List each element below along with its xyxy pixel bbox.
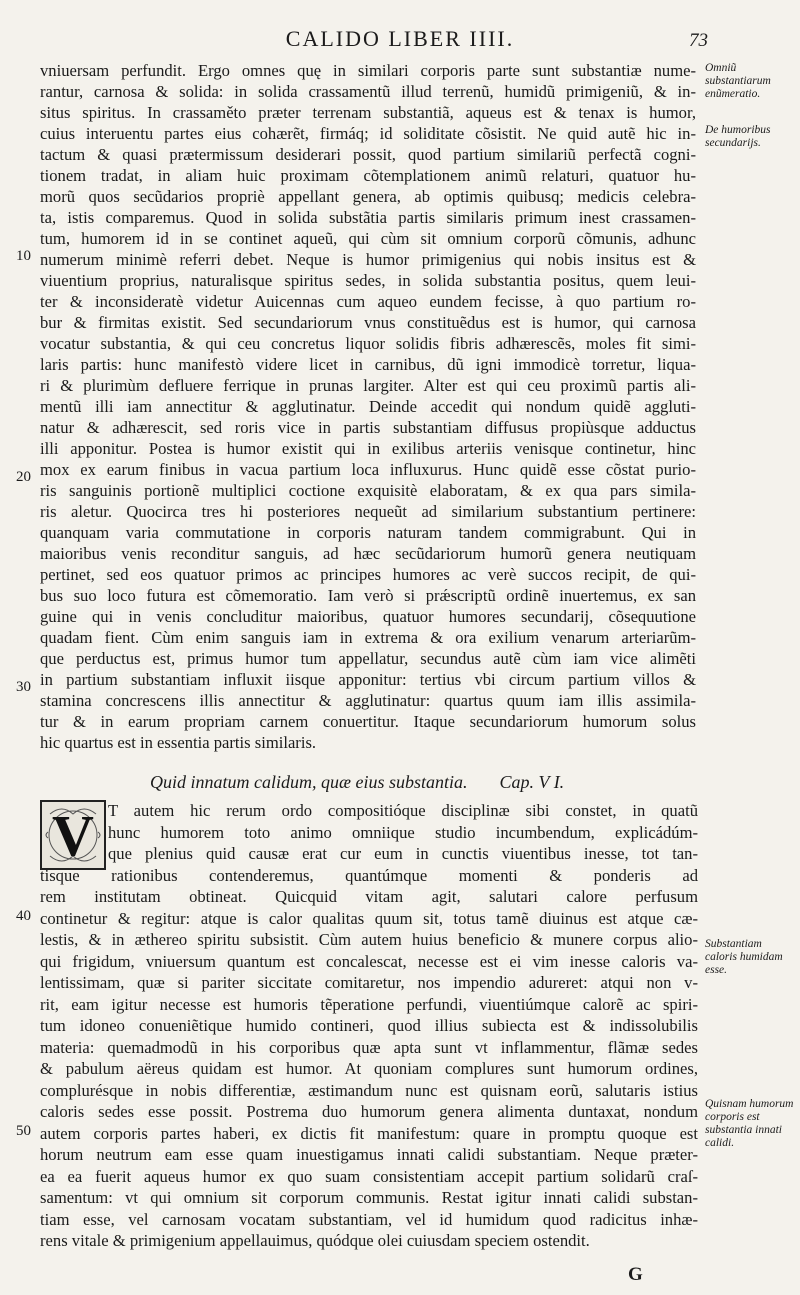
text-line: ris sanguinis portionẽ multiplici coctione exquisitè elaboratam, & ex qua pars simila-	[40, 481, 696, 500]
text-line: tiam esse, vel carnosam vocatam substantiam, vel id humidum quod radicitus inhæ-	[40, 1209, 698, 1229]
text-line: & pabulum aëreus quidam est humor. At quoniam complures sunt humorum ordines,	[40, 1059, 698, 1078]
running-head: CALIDO LIBER IIII.	[285, 26, 515, 51]
line-number-50: 50	[16, 1123, 31, 1139]
text-line: tur & in earum propriam carnem conuertitur. Itaque secundariorum humorum solus	[40, 712, 696, 731]
text-line: T autem hic rerum ordo compositióque disciplinæ sibi constet, in quatũ	[108, 801, 698, 820]
text-line: numerum minimè referri debet. Neque is humor primigenius qui nobis insitus est &	[40, 250, 696, 269]
text-line: laris partis: hunc manifestò videre licet in carnibus, dũ igni immodicè torretur, liqua-	[40, 355, 696, 374]
text-line: autem corporis partes haberi, ex dictis fit manifestum: quare in promptu quoque est	[40, 1123, 698, 1143]
text-line: tum, humorem id in se continet aqueũ, qui cùm sit omnium corporũ cõmunis, adhunc	[40, 229, 696, 248]
text-line: materia: quemadmodũ in his corporibus quæ apta sunt vt inflammentur, flãmæ sedes	[40, 1037, 698, 1057]
page-number: 73	[689, 30, 708, 51]
text-line: rens vitale & primigenium appellauimus, quódque olei cuiusdam speciem ostendit.	[40, 1231, 590, 1250]
margin-note-humid-heat: Substantiam caloris humidam esse.	[705, 938, 783, 976]
line-number-20: 20	[16, 469, 31, 485]
text-line: viuentium proprius, naturalisque spiritus sedes, in solida substantia positus, quem leui-	[40, 271, 696, 290]
text-line: tionem tradat, in aliam huic proximam cõtemplationem animũ relaturi, quatuor hu-	[40, 166, 696, 185]
margin-note-innate-heat: Quisnam humorum corporis est substantia innati calidi.	[705, 1098, 794, 1149]
paragraph-one	[40, 60, 696, 753]
text-line: lestis, & in æthereo spiritu subsistit. Cùm autem huius beneficio & munere corpus alio-	[40, 930, 698, 949]
text-line: in partium substantiam influxit iisque apponitur: tertius vbi circum partium villos &	[40, 670, 696, 689]
text-line: quadam fient. Cùm enim sanguis iam in extrema & ora exilium venarum arteriarũm-	[40, 628, 696, 647]
text-line: rantur, carnosa & solida: in solida crassamentũ illud terrenũ, humidũ primigeniũ, & in-	[40, 82, 696, 101]
margin-note-secondary-humors: De humoribus secundarijs.	[705, 124, 771, 149]
chapter-heading	[150, 772, 650, 793]
text-line: pertinet, sed eos quatuor primos ac principes humores ac verè succos recipit, de qui-	[40, 565, 696, 584]
text-line: morũ quos secũdarios propriè appellant genera, ab optimis quibusq; medicis celebra-	[40, 187, 696, 206]
chapter-number: Cap. V I.	[499, 772, 565, 792]
text-line: stamina concrescens illis annectitur & agglutinatur: quartus quum iam illis assimila-	[40, 691, 696, 710]
text-line: que perductus est, primus humor tum appellatur, secundus autẽ cùm iam vice alimẽti	[40, 649, 696, 668]
text-line: quanquam varia commutatione in corporis naturam tandem commigrabunt. Qui in	[40, 523, 696, 542]
chapter-title: Quid innatum calidum, quæ eius substantia.	[150, 772, 468, 792]
text-line: situs spiritus. In crassaměto præter terrenam substantiã, aqueus est & tenax is humor,	[40, 103, 696, 122]
text-line: ris aletur. Quocirca tres hi posteriores nequeũt ad similarium substantium pertinere:	[40, 502, 696, 521]
text-line: complurésque in nobis differentiæ, æstimandum nunc est quisnam eorũ, salutaris istius	[40, 1080, 698, 1100]
text-line: mentũ illi iam annectitur & agglutinatur. Deinde accedit qui nondum quidẽ aggluti-	[40, 397, 696, 416]
text-line: qui frigidum, vniuersum quantum est concalescat, necesse est ei vim inesse caloris va-	[40, 951, 698, 971]
text-line: vocatur substantia, & qui ceu concretus liquor solidis fibris adhærescẽs, moles fit simi-	[40, 334, 696, 353]
text-line: que plenius quid causæ erat cur eum in cunctis viuentibus inesse, tot tan-	[108, 844, 698, 863]
text-line: tactum & quasi prætermissum desiderari possit, quod partium similariũ perfectã cogni-	[40, 145, 696, 164]
text-line: illi apponitur. Postea is humor existit qui in exilibus arteriis venisque continetur, hinc	[40, 439, 696, 458]
text-line: maioribus venis reconditur sanguis, ad hæc secũdariorum humorũ genera neutiquam	[40, 544, 696, 563]
text-line: tisque rationibus contenderemus, quantúmque momenti & ponderis ad	[40, 865, 698, 885]
paragraph-two	[40, 800, 698, 1252]
text-line: ri & plurimùm defluere ferrique in prunas largiter. Alter est qui ceu proximũ partis ali-	[40, 376, 696, 395]
text-line: caloris sedes esse possit. Postrema duo humorum genera alimenta duntaxat, nondum	[40, 1102, 698, 1121]
line-number-10: 10	[16, 248, 31, 264]
text-line: ta, istis comparemus. Quod in solida substãtia partis similaris primum inest crassamen-	[40, 208, 696, 227]
text-line: vniuersam perfundit. Ergo omnes quę in similari corporis parte sunt substantiæ nume-	[40, 61, 696, 80]
text-line: samentum: vt qui omnium sit corporum communis. Restat igitur innati calidi substan-	[40, 1188, 698, 1207]
signature-mark: G	[628, 1264, 643, 1285]
text-line: bus suo loco futura est cõmemoratio. Iam verò si prǽscriptũ ordinẽ inuertemus, ex san	[40, 586, 696, 605]
text-line: lentissimam, quæ si pariter siccitate comitaretur, nos impendio adureret: atqui non v-	[40, 973, 698, 992]
text-line: guine qui in venis concluditur maioribus, quatuor humores secundarij, cõsequutione	[40, 607, 696, 626]
text-line: horum neutrum eam esse quam inuestigamus innati calidi substantiam. Neque præter-	[40, 1145, 698, 1164]
text-line: rem institutam obtineat. Quicquid vitam agit, salutari calore perfusum	[40, 887, 698, 906]
text-line: tum idoneo conueniẽtique humido contineri, quod illius subiecta est & indissolubilis	[40, 1016, 698, 1035]
text-line: cuius interuentu partes eius cohærẽt, firmáq; id soliditate cõsistit. Ne quid autẽ hic in-	[40, 124, 696, 143]
line-number-30: 30	[16, 679, 31, 695]
text-line: continetur & regitur: atque is calor qualitas quum sit, totus tamẽ diuinus est atque cæ-	[40, 908, 698, 928]
drop-cap-letter: V	[52, 802, 94, 868]
text-line: hunc humorem toto animo omniique studio incumbendum, explicádúm-	[108, 822, 698, 842]
text-line: bur & firmitas existit. Sed secundariorum vnus constituẽdus est is humor, qui carnosa	[40, 313, 696, 332]
text-line: mox ex earum finibus in vacua partium loca influxurus. Hunc quidẽ esse cõstat purio-	[40, 460, 696, 479]
margin-note-substances: Omniũ substantiarum enũmeratio.	[705, 62, 771, 100]
text-line: natur & adhærescit, sed roris vice in partis substantiam diffusus propiùsque adductus	[40, 418, 696, 437]
text-line: ter & inconsideratè videtur Auicennas cum aqueo eundem fecisse, à quo partium ro-	[40, 292, 696, 311]
line-number-40: 40	[16, 908, 31, 924]
text-line: hic quartus est in essentia partis similaris.	[40, 733, 317, 752]
text-line: ea ea fuerit aqueus humor ex quo suam consistentiam accepit partium solidarũ craſ-	[40, 1166, 698, 1186]
text-line: rit, eam igitur necesse est humoris tẽperatione perfundi, viuentiúmque calorẽ ac spiri-	[40, 994, 698, 1014]
